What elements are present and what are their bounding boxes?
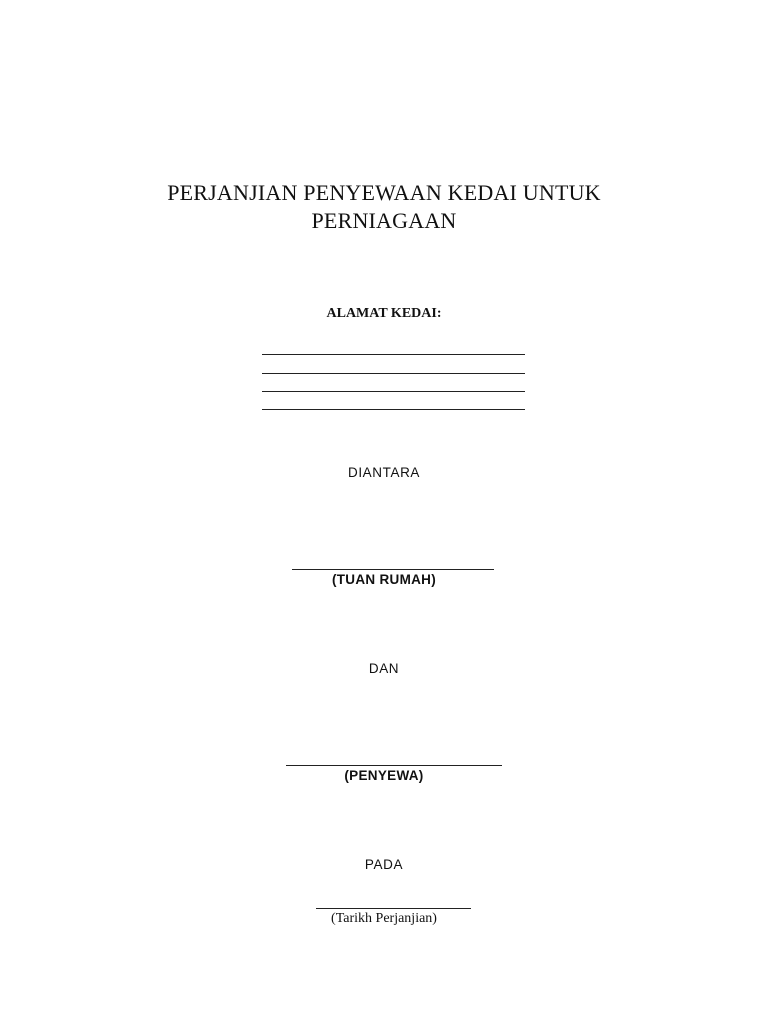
address-label: ALAMAT KEDAI: (326, 306, 442, 321)
between-label: DIANTARA (347, 465, 421, 480)
on-label: PADA (364, 857, 404, 872)
agreement-date-label: (Tarikh Perjanjian) (331, 911, 437, 926)
document-title-line-2: PERNIAGAAN (311, 208, 457, 233)
landlord-label: (TUAN RUMAH) (331, 572, 437, 587)
document-title-line-1: PERJANJIAN PENYEWAAN KEDAI UNTUK (167, 180, 601, 205)
address-line-3[interactable] (262, 391, 525, 392)
address-line-2[interactable] (262, 373, 525, 374)
tenant-label: (PENYEWA) (344, 768, 424, 783)
tenant-name-line[interactable] (286, 765, 502, 766)
landlord-name-line[interactable] (292, 569, 494, 570)
address-line-1[interactable] (262, 354, 525, 355)
and-label: DAN (368, 661, 400, 676)
address-line-4[interactable] (262, 409, 525, 410)
agreement-date-line[interactable] (316, 908, 471, 909)
